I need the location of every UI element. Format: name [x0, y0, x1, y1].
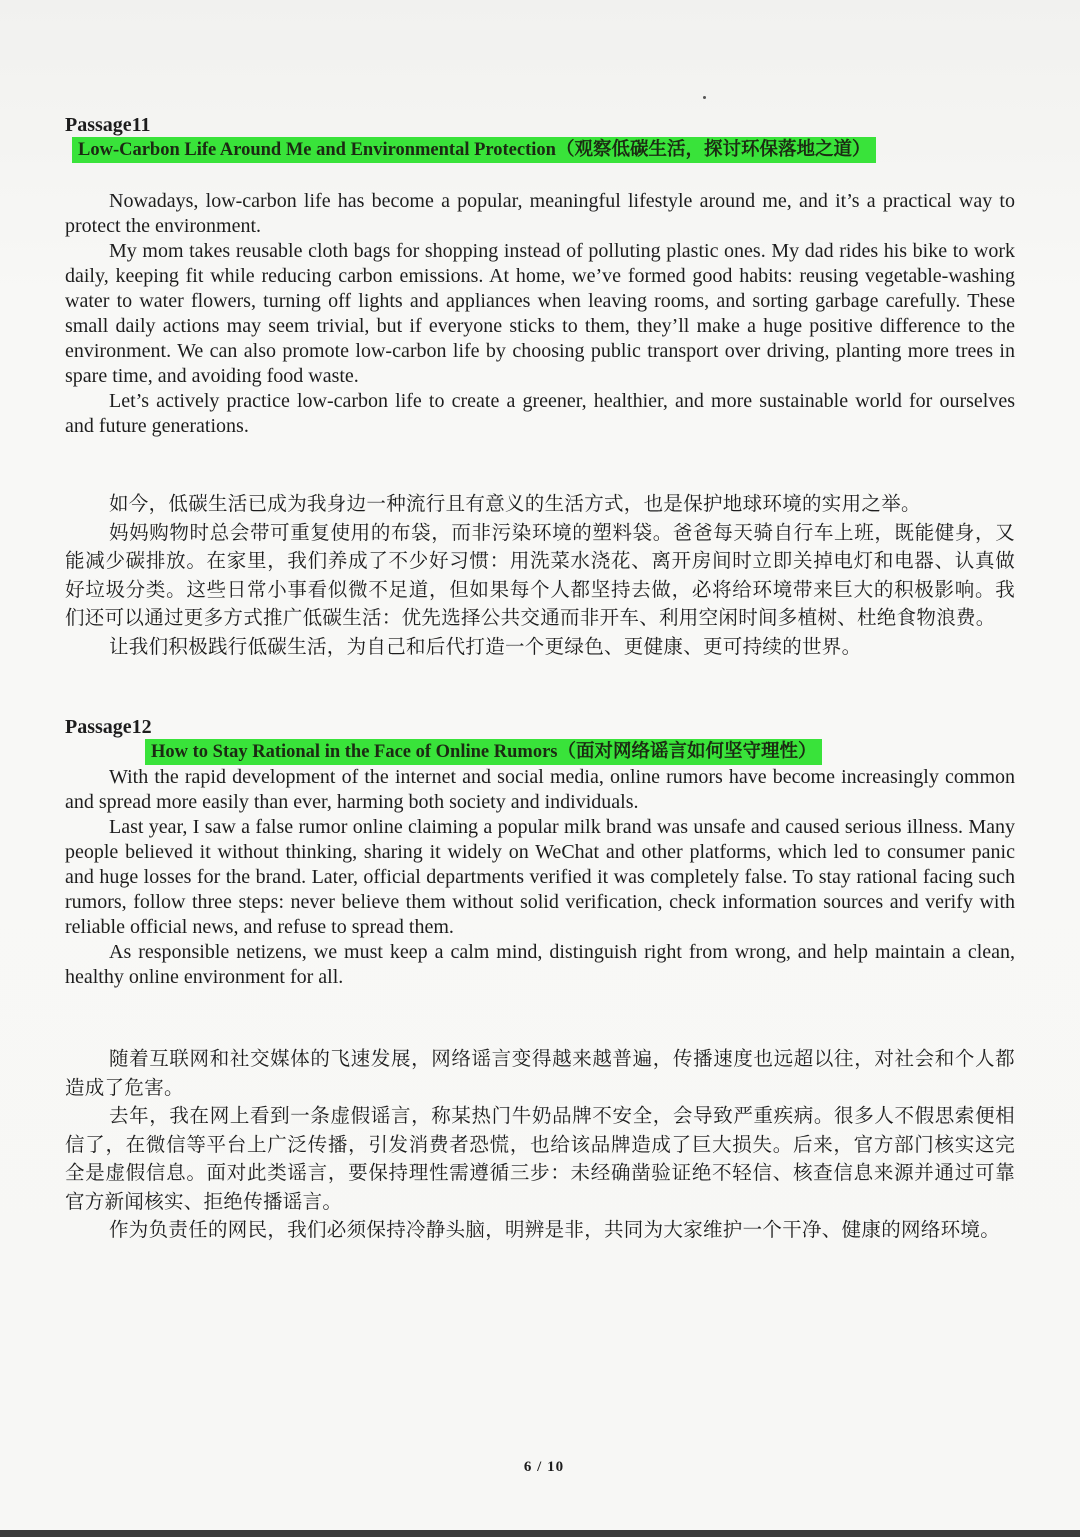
- english-paragraph: Let’s actively practice low-carbon life to create a greener, healthier, and more sustainable world for ourselves and future generations.: [65, 390, 1015, 437]
- chinese-paragraph: 作为负责任的网民，我们必须保持冷静头脑，明辨是非，共同为大家维护一个干净、健康的网络环境。: [109, 1218, 1001, 1241]
- page-bottom-edge: [0, 1530, 1080, 1537]
- english-paragraph: My mom takes reusable cloth bags for shopping instead of polluting plastic ones. My dad rides his bike to work daily, keeping fit while reducing carbon emissions. At home, we’ve formed good habits: reusing vegetable-washing water to water flowers, turning off lights and appliances when leaving rooms, and sorting garbage carefully. These small daily actions may seem trivial, but if everyone sticks to them, they’ll make a huge positive difference to the environment. We can also promote low-carbon life by choosing public transport over driving, planting more trees in spare time, and avoiding food waste.: [65, 240, 1015, 387]
- page-number: 6 / 10: [523, 1459, 565, 1475]
- english-paragraph: As responsible netizens, we must keep a calm mind, distinguish right from wrong, and help maintain a clean, healthy online environment for all.: [65, 941, 1015, 988]
- passage-title: Low-Carbon Life Around Me and Environmental Protection（观察低碳生活，探讨环保落地之道）: [72, 137, 876, 163]
- chinese-paragraph: 妈妈购物时总会带可重复使用的布袋，而非污染环境的塑料袋。爸爸每天骑自行车上班，既能健身，又能减少碳排放。在家里，我们养成了不少好习惯：用洗菜水浇花、离开房间时立即关掉电灯和电器、认真做好垃圾分类。这些日常小事看似微不足道，但如果每个人都坚持去做，必将给环境带来巨大的积极影响。我们还可以通过更多方式推广低碳生活：优先选择公共交通而非开车、利用空闲时间多植树、杜绝食物浪费。: [65, 520, 1015, 629]
- passage-12: [65, 715, 1015, 1245]
- chinese-paragraph: 随着互联网和社交媒体的飞速发展，网络谣言变得越来越普遍，传播速度也远超以往，对社会和个人都造成了危害。: [65, 1047, 1015, 1099]
- english-paragraph: Last year, I saw a false rumor online claiming a popular milk brand was unsafe and caused serious illness. Many people believed it without thinking, sharing it widely on WeChat and other platforms, which led to consumer panic and huge losses for the brand. Later, official departments verified it was completely false. To stay rational facing such rumors, follow three steps: never believe them without solid verification, check information sources and verify with reliable official news, and refuse to spread them.: [65, 816, 1015, 938]
- english-paragraph: Nowadays, low-carbon life has become a popular, meaningful lifestyle around me, and it’s a practical way to protect the environment.: [65, 190, 1015, 237]
- chinese-paragraph: 让我们积极践行低碳生活，为自己和后代打造一个更绿色、更健康、更可持续的世界。: [109, 634, 862, 658]
- passage-11: [65, 113, 1015, 661]
- chinese-paragraph: 如今，低碳生活已成为我身边一种流行且有意义的生活方式，也是保护地球环境的实用之举。: [109, 492, 921, 515]
- english-paragraph: With the rapid development of the internet and social media, online rumors have become increasingly common and spread more easily than ever, harming both society and individuals.: [65, 766, 1015, 813]
- passage-label: Passage11: [65, 114, 151, 136]
- passage-label: Passage12: [65, 716, 152, 738]
- passage-title: How to Stay Rational in the Face of Online Rumors（面对网络谣言如何坚守理性）: [145, 739, 822, 765]
- speck: [703, 96, 706, 99]
- chinese-paragraph: 去年，我在网上看到一条虚假谣言，称某热门牛奶品牌不安全，会导致严重疾病。很多人不假思索便相信了，在微信等平台上广泛传播，引发消费者恐慌，也给该品牌造成了巨大损失。后来，官方部门核实这完全是虚假信息。面对此类谣言，要保持理性需遵循三步：未经确凿验证绝不轻信、核查信息来源并通过可靠官方新闻核实、拒绝传播谣言。: [65, 1104, 1015, 1213]
